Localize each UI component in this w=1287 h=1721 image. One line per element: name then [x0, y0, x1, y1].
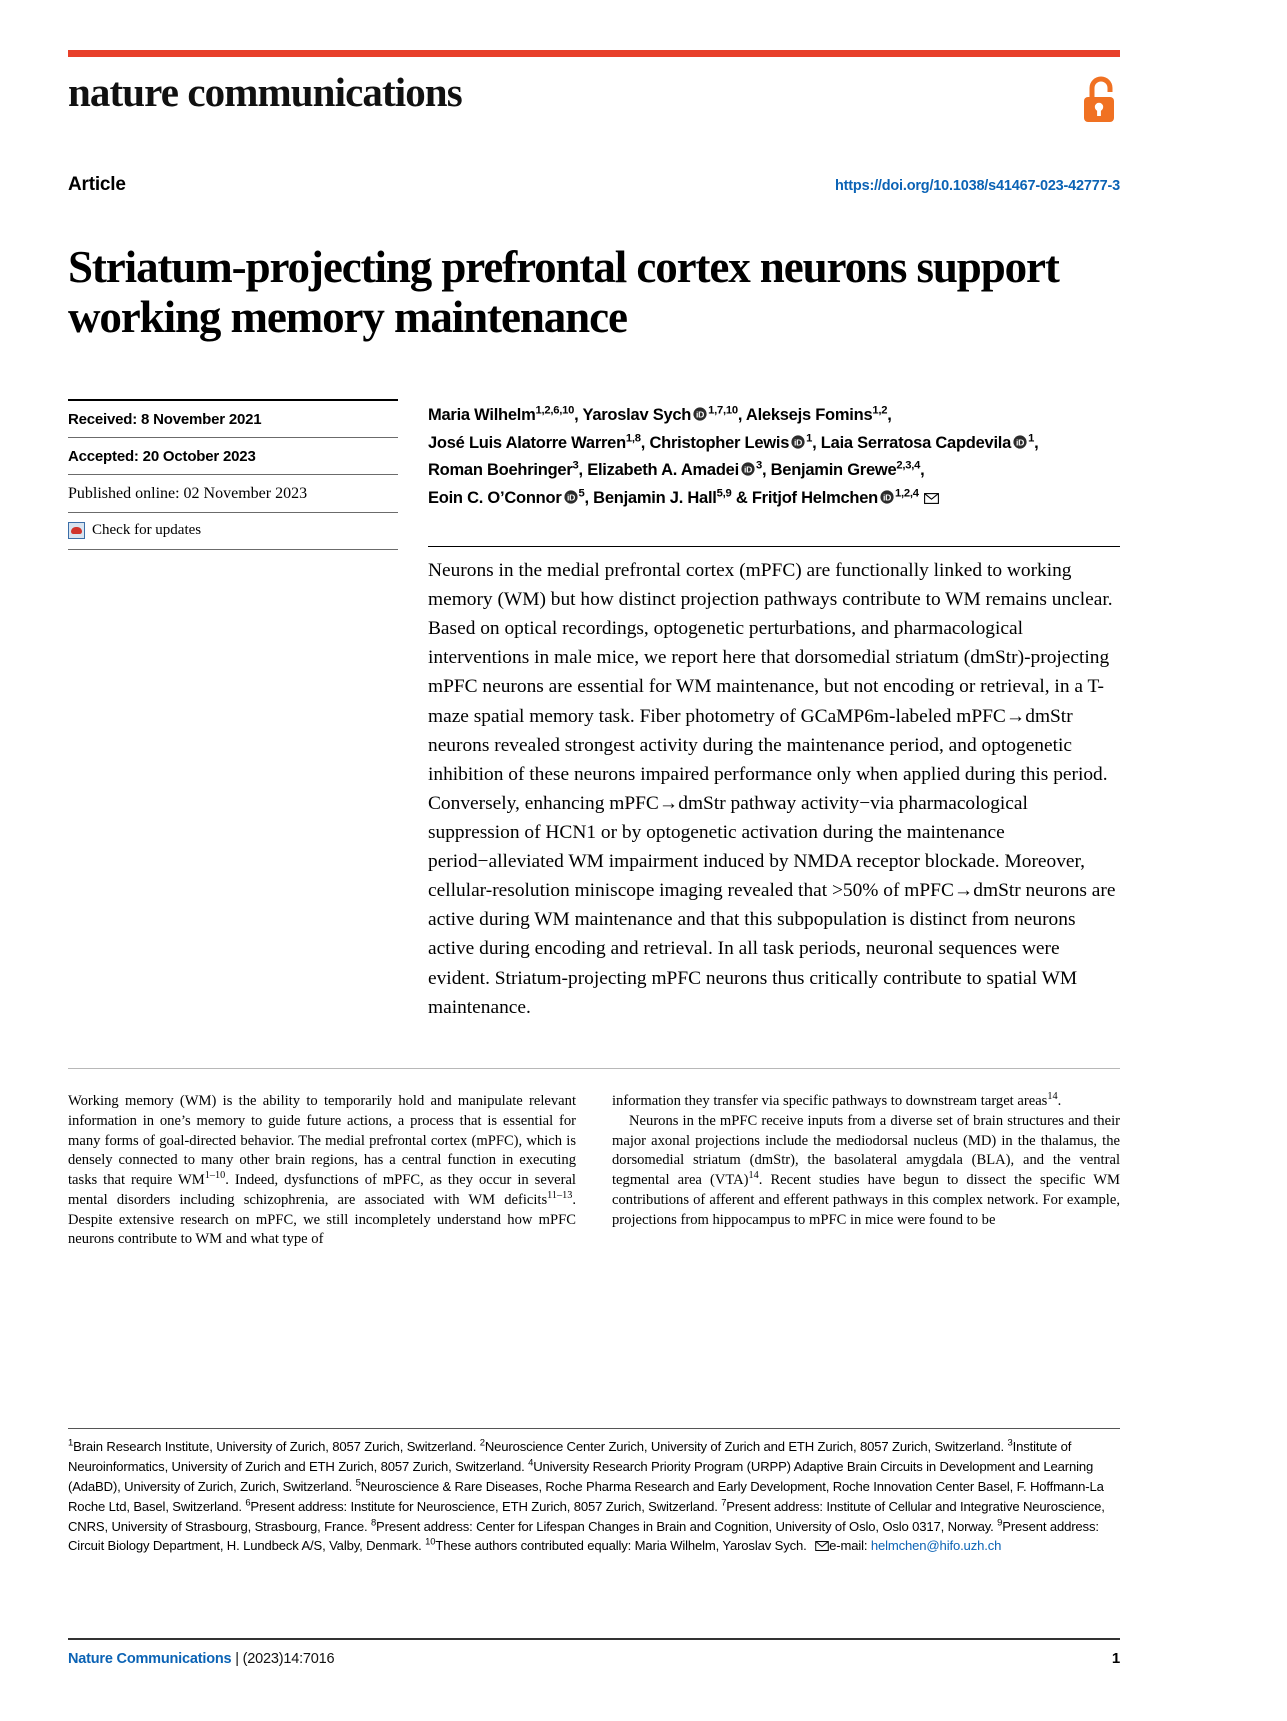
accepted-date: Accepted: 20 October 2023 — [68, 448, 256, 465]
intro-right-text-1: information they transfer via specific pathways to downstream target areas — [612, 1093, 1048, 1109]
orcid-icon[interactable] — [1013, 431, 1027, 458]
citation-ref-14b[interactable]: 14 — [748, 1170, 759, 1182]
author-boehringer: Roman Boehringer — [428, 461, 573, 480]
author-amadei: , Elizabeth A. Amadei — [578, 461, 739, 480]
citation-ref-1-10[interactable]: 1–10 — [204, 1170, 226, 1182]
author-line-2 — [428, 430, 1128, 458]
affil-9: Present address: Circuit Biology Department, H. Lundbeck A/S, Valby, Denmark. — [68, 1518, 1099, 1554]
citation-ref-14a[interactable]: 14 — [1047, 1091, 1058, 1103]
published-date: Published online: 02 November 2023 — [68, 485, 308, 502]
author-grewe: , Benjamin Grewe — [761, 461, 897, 480]
author-line1-comma: , — [887, 406, 892, 424]
footer-divider — [68, 1638, 1120, 1640]
footer-citation: (2023)14:7016 — [242, 1651, 335, 1667]
intro-paragraph-left — [68, 1092, 576, 1250]
orcid-icon[interactable] — [564, 486, 578, 513]
body-column-left — [68, 1092, 576, 1250]
affiliations-block — [68, 1437, 1124, 1557]
affil-7: Present address: Institute of Cellular and Integrative Neuroscience, CNRS, University of Strasbourg, Strasbourg, France. — [68, 1498, 1105, 1534]
author-list — [428, 402, 1128, 513]
orcid-icon[interactable] — [791, 431, 805, 458]
orcid-icon[interactable] — [741, 458, 755, 485]
intro-left-text-1: Working memory (WM) is the ability to temporarily hold and manipulate relevant information in one’s memory to guide future actions, a process that is essential for many forms of goal-directed behavior. The medial prefrontal cortex (mPFC), which is densely connected to many other brain regions, has a central function in executing tasks that require WM — [68, 1093, 576, 1189]
affil-marker-1: 1 — [68, 1436, 74, 1448]
author-hall: , Benjamin J. Hall — [584, 489, 717, 508]
received-date: Received: 8 November 2021 — [68, 411, 262, 428]
intro-left-text-3: . Despite extensive research on mPFC, we still incompletely understand how mPFC neurons contribute to WM and what type of — [68, 1191, 576, 1248]
article-metadata-panel — [68, 399, 398, 550]
author-capdevila-affil: 1 — [1028, 432, 1035, 445]
intro-paragraph-right-2 — [612, 1112, 1120, 1231]
masthead — [68, 50, 1120, 130]
author-oconnor: Eoin C. O’Connor — [428, 489, 562, 508]
svg-text:iD: iD — [696, 409, 705, 420]
intro-right-text-3: Neurons in the mPFC receive inputs from a diverse set of brain structures and their major axonal projections include the mediodorsal nucleus (MD) in the thalamus, the dorsomedial striatum (dmStr), the basolateral amygdala (BLA), and the ventral tegmental area (VTA) — [612, 1112, 1120, 1189]
author-sych: , Yaroslav Sych — [574, 406, 692, 424]
affil-5: Neuroscience & Rare Diseases, Roche Pharma Research and Early Development, Roche Innovation Center Basel, F. Hoffmann-La Roche Ltd, Basel, Switzerland. — [68, 1478, 1104, 1514]
citation-ref-11-13[interactable]: 11–13 — [547, 1189, 573, 1201]
author-helmchen: & Fritjof Helmchen — [731, 489, 878, 508]
affil-6: Present address: Institute for Neuroscience, ETH Zurich, 8057 Zurich, Switzerland. — [250, 1498, 722, 1514]
affil-10: These authors contributed equally: Maria Wilhelm, Yaroslav Sych. — [435, 1538, 811, 1554]
author-fomins: , Aleksejs Fomins — [737, 406, 873, 424]
open-access-icon — [1082, 75, 1120, 130]
affil-marker-3: 3 — [1007, 1436, 1013, 1448]
affil-4: University Research Priority Program (URPP) Adaptive Brain Circuits in Development and Learning (AdaBD), University of Zurich, Zurich, Switzerland. — [68, 1458, 1094, 1494]
author-lewis-affil: 1 — [806, 432, 813, 445]
body-column-right — [612, 1092, 1120, 1250]
affil-marker-9: 9 — [997, 1516, 1003, 1528]
affil-marker-4: 4 — [528, 1456, 534, 1468]
author-lewis: , Christopher Lewis — [640, 433, 790, 452]
affil-8: Present address: Center for Lifespan Changes in Brain and Cognition, University of Oslo, Oslo 0317, Norway. — [376, 1518, 998, 1534]
affil-marker-6: 6 — [245, 1496, 251, 1508]
author-sych-affil: 1,7,10 — [708, 404, 738, 417]
intro-left-text-2: . Indeed, dysfunctions of mPFC, as they occur in several mental disorders including schizophrenia, are associated with WM deficits — [68, 1172, 576, 1208]
affil-1: Brain Research Institute, University of Zurich, 8057 Zurich, Switzerland. — [73, 1439, 480, 1454]
author-wilhelm-affil: 1,2,6,10 — [535, 404, 575, 417]
envelope-icon — [815, 1537, 829, 1557]
body-columns — [68, 1092, 1120, 1250]
svg-text:iD: iD — [794, 437, 803, 448]
orcid-icon[interactable] — [880, 486, 894, 513]
doi-link[interactable]: https://doi.org/10.1038/s41467-023-42777-3 — [835, 178, 1120, 194]
author-oconnor-affil: 5 — [578, 487, 585, 500]
svg-text:iD: iD — [1016, 437, 1025, 448]
email-label: e-mail: — [829, 1538, 871, 1554]
author-warren-affil: 1,8 — [625, 432, 641, 445]
journal-logo-title: nature communications — [68, 69, 462, 115]
author-line2-comma: , — [1034, 433, 1039, 452]
svg-text:iD: iD — [882, 492, 892, 503]
author-warren: José Luis Alatorre Warren — [428, 433, 626, 452]
author-line-4 — [428, 485, 1128, 513]
envelope-icon[interactable] — [924, 486, 939, 513]
masthead-red-rule — [68, 50, 1120, 57]
affiliations-divider — [68, 1428, 1120, 1429]
orcid-icon[interactable] — [693, 403, 707, 430]
affil-marker-8: 8 — [370, 1516, 377, 1528]
check-for-updates-button[interactable] — [68, 513, 398, 549]
affil-marker-10: 10 — [425, 1536, 436, 1548]
author-amadei-affil: 3 — [755, 459, 762, 472]
author-line3-comma: , — [920, 461, 925, 480]
affil-2: Neuroscience Center Zurich, University of Zurich and ETH Zurich, 8057 Zurich, Switzerland. — [484, 1439, 1008, 1454]
svg-text:iD: iD — [566, 492, 575, 503]
article-bar — [68, 174, 1120, 196]
abstract-text: Neurons in the medial prefrontal cortex (mPFC) are functionally linked to working memory (WM) but how distinct projection pathways contribute to WM remains unclear. Based on optical recordings, optogenetic perturbations, and pharmacological interventions in male mice, we report here that dorsomedial striatum (dmStr)-projecting mPFC neurons are essential for WM maintenance, but not encoding or retrieval, in a T-maze spatial memory task. Fiber photometry of GCaMP6m-labeled mPFC→dmStr neurons revealed strongest activity during the maintenance period, and optogenetic inhibition of these neurons impaired performance only when applied during this period. Conversely, enhancing mPFC→dmStr pathway activity−via pharmacological suppression of HCN1 or by optogenetic activation during the maintenance period−alleviated WM impairment induced by NMDA receptor blockade. Moreover, cellular-resolution miniscope imaging revealed that >50% of mPFC→dmStr neurons are active during WM maintenance and that this subpopulation is distinct from neurons active during encoding and retrieval. In all task periods, neuronal sequences were evident. Striatum-projecting mPFC neurons thus critically contribute to spatial WM maintenance. — [428, 560, 1116, 1018]
body-divider — [68, 1068, 1120, 1069]
page-number: 1 — [1111, 1650, 1120, 1667]
affil-marker-7: 7 — [721, 1496, 727, 1508]
intro-right-text-2: . — [1057, 1093, 1062, 1109]
affil-3: Institute of Neuroinformatics, University of Zurich and ETH Zurich, 8057 Zurich, Switzerland. — [68, 1439, 1072, 1474]
page-footer — [68, 1650, 1120, 1667]
author-capdevila: , Laia Serratosa Capdevila — [812, 433, 1012, 452]
footer-journal-name: Nature Communications — [68, 1651, 232, 1667]
meta-divider-4 — [68, 549, 398, 550]
abstract-divider — [428, 546, 1120, 547]
footer-separator: | — [231, 1651, 243, 1667]
author-hall-affil: 5,9 — [716, 487, 732, 500]
author-line-3 — [428, 457, 1128, 485]
article-type-label: Article — [68, 174, 126, 195]
crossmark-icon — [68, 522, 85, 539]
author-helmchen-affil: 1,2,4 — [895, 487, 919, 500]
corresponding-email-link[interactable]: helmchen@hifo.uzh.ch — [870, 1538, 1002, 1554]
author-line-1 — [428, 402, 1128, 430]
intro-paragraph-right-1 — [612, 1092, 1120, 1112]
author-fomins-affil: 1,2 — [872, 404, 888, 417]
affil-marker-2: 2 — [479, 1436, 485, 1448]
affil-marker-5: 5 — [355, 1476, 361, 1488]
footer-citation-group — [68, 1651, 334, 1667]
author-wilhelm: Maria Wilhelm — [428, 406, 536, 424]
author-grewe-affil: 2,3,4 — [896, 459, 921, 472]
author-boehringer-affil: 3 — [572, 459, 579, 472]
check-for-updates-label: Check for updates — [92, 522, 202, 538]
svg-text:iD: iD — [743, 464, 752, 475]
page-title: Striatum-projecting prefrontal cortex neurons support working memory maintenance — [68, 242, 1059, 343]
intro-right-text-4: . Recent studies have begun to dissect the specific WM contributions of afferent and efferent pathways in this complex network. For example, projections from hippocampus to mPFC in mice were found to be — [612, 1172, 1120, 1228]
